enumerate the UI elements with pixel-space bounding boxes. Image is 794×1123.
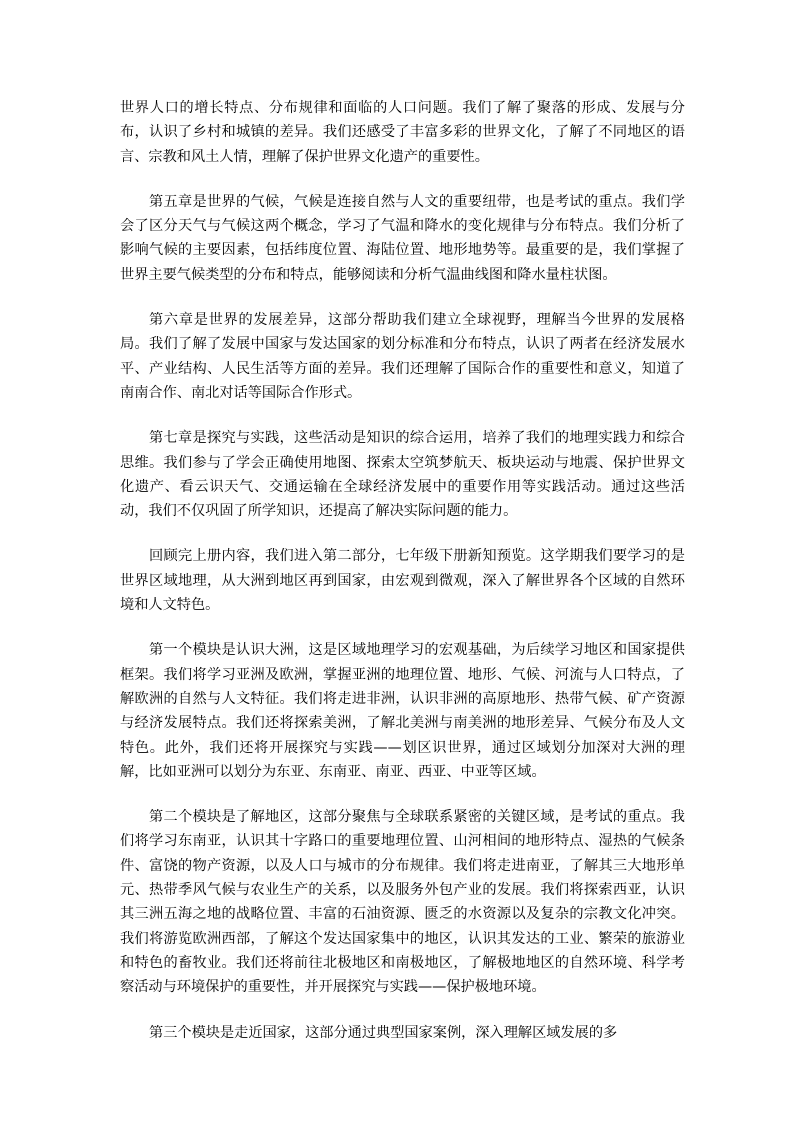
paragraph-chapter-seven-practice: 第七章是探究与实践，这些活动是知识的综合运用，培养了我们的地理实践力和综合思维。我们参与了学会正确使用地图、探索太空筑梦航天、板块运动与地震、保护世界文化遗产、看云识天气、交通运输在全球经济发展中的重要作用等实践活动。通过这些活动，我们不仅巩固了所学知识，还提高了解决实际问题的能力。 (120, 430, 685, 520)
paragraph-module-two-regions: 第二个模块是了解地区，这部分聚焦与全球联系紧密的关键区域，是考试的重点。我们将学习东南亚，认识其十字路口的重要地理位置、山河相间的地形特点、湿热的气候条件、富饶的物产资源，以及人口与城市的分布规律。我们将走进南亚，了解其三大地形单元、热带季风气候与农业生产的关系，以及服务外包产业的发展。我们将探索西亚，认识其三洲五海之地的战略位置、丰富的石油资源、匮乏的水资源以及复杂的宗教文化冲突。我们将游览欧洲西部，了解这个发达国家集中的地区，认识其发达的工业、繁荣的旅游业和特色的畜牧业。我们还将前往北极地区和南极地区，了解极地地区的自然环境、科学考察活动与环境保护的重要性，并开展探究与实践——保护极地环境。 (120, 809, 685, 996)
document-page (120, 96, 685, 1066)
paragraph-population-culture: 世界人口的增长特点、分布规律和面临的人口问题。我们了解了聚落的形成、发展与分布，认识了乡村和城镇的差异。我们还感受了丰富多彩的世界文化，了解了不同地区的语言、宗教和风土人情，理解了保护世界文化遗产的重要性。 (120, 100, 685, 165)
paragraph-chapter-six-development: 第六章是世界的发展差异，这部分帮助我们建立全球视野，理解当今世界的发展格局。我们了解了发展中国家与发达国家的划分标准和分布特点，认识了两者在经济发展水平、产业结构、人民生活等方面的差异。我们还理解了国际合作的重要性和意义，知道了南南合作、南北对话等国际合作形式。 (120, 312, 685, 401)
paragraph-second-part-preview: 回顾完上册内容，我们进入第二部分，七年级下册新知预览。这学期我们要学习的是世界区域地理，从大洲到地区再到国家，由宏观到微观，深入了解世界各个区域的自然环境和人文特色。 (120, 548, 685, 614)
paragraph-module-three-countries: 第三个模块是走近国家，这部分通过典型国家案例，深入理解区域发展的多 (149, 1024, 618, 1041)
paragraph-module-one-continents: 第一个模块是认识大洲，这是区域地理学习的宏观基础，为后续学习地区和国家提供框架。我们将学习亚洲及欧洲，掌握亚洲的地理位置、地形、气候、河流与人口特点，了解欧洲的自然与人文特征。我们将走进非洲，认识非洲的高原地形、热带气候、矿产资源与经济发展特点。我们还将探索美洲，了解北美洲与南美洲的地形差异、气候分布及人文特色。此外，我们还将开展探究与实践——划区识世界，通过区域划分加深对大洲的理解，比如亚洲可以划分为东亚、东南亚、南亚、西亚、中亚等区域。 (120, 642, 685, 780)
paragraph-chapter-five-climate: 第五章是世界的气候，气候是连接自然与人文的重要纽带，也是考试的重点。我们学会了区分天气与气候这两个概念，学习了气温和降水的变化规律与分布特点。我们分析了影响气候的主要因素，包括纬度位置、海陆位置、地形地势等。最重要的是，我们掌握了世界主要气候类型的分布和特点，能够阅读和分析气温曲线图和降水量柱状图。 (120, 193, 685, 283)
